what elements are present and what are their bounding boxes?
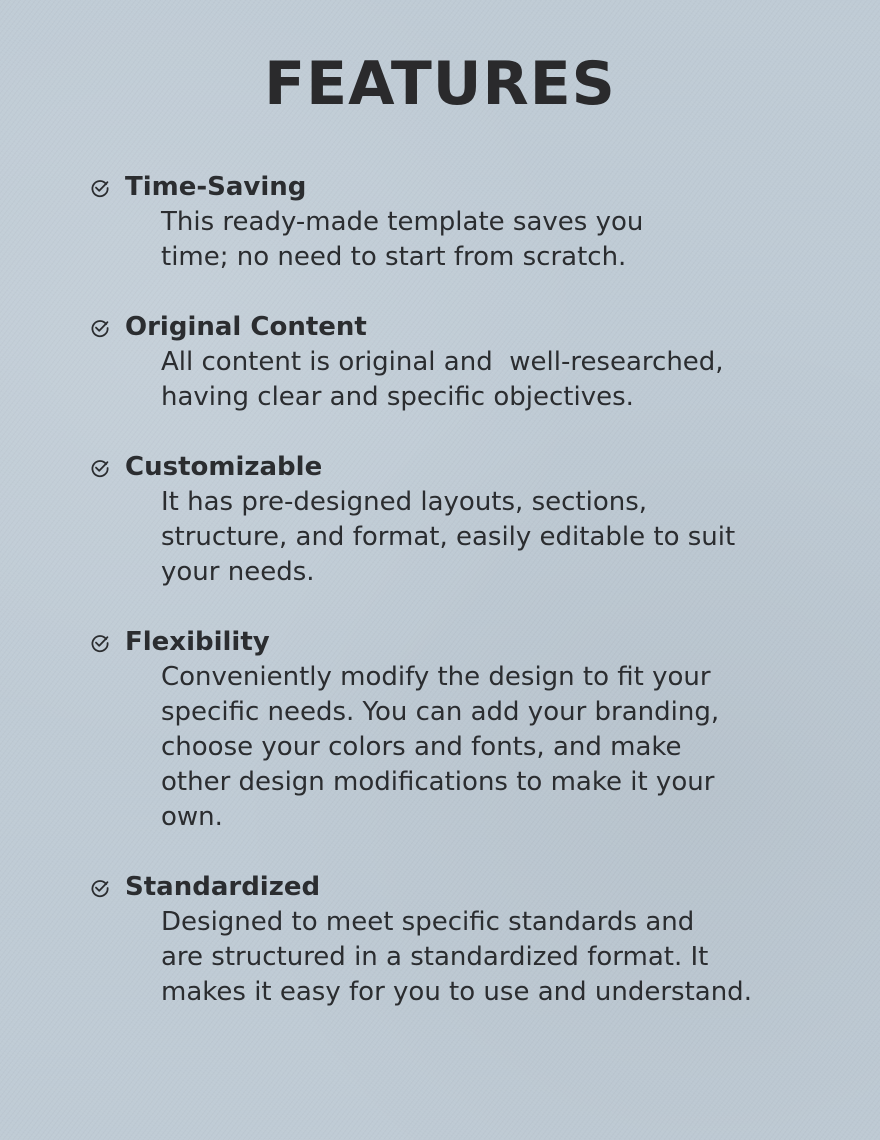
- feature-description: [161, 205, 850, 275]
- check-circle-icon: [90, 878, 110, 898]
- feature-description: [161, 345, 850, 415]
- feature-item: [90, 450, 850, 590]
- feature-description: [161, 660, 850, 835]
- feature-description-line: are structured in a standardized format. It: [161, 942, 709, 972]
- feature-description-line: Conveniently modify the design to fit your: [161, 662, 711, 692]
- check-circle-icon: [90, 633, 110, 653]
- feature-heading: [90, 170, 850, 205]
- feature-heading: [90, 310, 850, 345]
- feature-description-line: choose your colors and fonts, and make: [161, 732, 682, 762]
- feature-description-line: own.: [161, 802, 223, 832]
- check-circle-icon: [90, 178, 110, 198]
- feature-title: Standardized: [125, 872, 321, 902]
- feature-item: [90, 625, 850, 835]
- page-title: FEATURES: [264, 49, 616, 119]
- feature-description-line: All content is original and well-researched,: [161, 347, 724, 377]
- feature-description-line: your needs.: [161, 557, 315, 587]
- feature-description-line: structure, and format, easily editable to suit: [161, 522, 736, 552]
- feature-description-line: It has pre-designed layouts, sections,: [161, 487, 648, 517]
- feature-description: [161, 905, 850, 1010]
- feature-heading: [90, 450, 850, 485]
- feature-description-line: time; no need to start from scratch.: [161, 242, 627, 272]
- check-circle-icon: [90, 318, 110, 338]
- feature-title: Flexibility: [125, 627, 270, 657]
- feature-description-line: This ready-made template saves you: [161, 207, 644, 237]
- feature-item: [90, 870, 850, 1010]
- feature-description: [161, 485, 850, 590]
- feature-title: Original Content: [125, 312, 367, 342]
- feature-description-line: having clear and specific objectives.: [161, 382, 634, 412]
- feature-description-line: specific needs. You can add your branding,: [161, 697, 720, 727]
- feature-heading: [90, 625, 850, 660]
- feature-heading: [90, 870, 850, 905]
- feature-description-line: other design modifications to make it your: [161, 767, 715, 797]
- features-list: [90, 170, 850, 1045]
- feature-title: Time-Saving: [125, 172, 307, 202]
- feature-title: Customizable: [125, 452, 323, 482]
- feature-description-line: Designed to meet specific standards and: [161, 907, 695, 937]
- check-circle-icon: [90, 458, 110, 478]
- feature-item: [90, 170, 850, 275]
- feature-item: [90, 310, 850, 415]
- feature-description-line: makes it easy for you to use and understand.: [161, 977, 752, 1007]
